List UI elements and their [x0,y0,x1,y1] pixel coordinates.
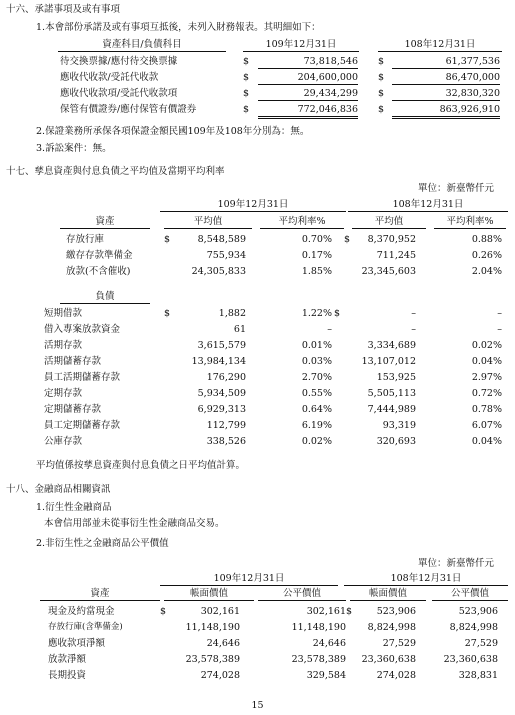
fair-value-2019: 523,906 [458,606,498,617]
book-value-2020: 274,028 [200,670,240,681]
fair-value-2020: 302,161 [306,606,346,617]
average-2020: 5,934,509 [197,388,246,399]
currency-symbol: $ [378,88,385,99]
asset-label: 放款(不含催收) [66,266,131,277]
unit-label: 單位：新臺幣仟元 [418,183,495,194]
currency-symbol: $ [378,72,385,83]
section-16-title: 十六、承諾事項及或有事項 [6,4,121,15]
currency-symbol: $ [344,234,351,245]
liability-label: 短期借款 [44,308,83,319]
period-2019: 108年12月31日 [344,573,508,586]
rate-2020: 0.03% [301,356,332,367]
average-2019: 13,107,012 [361,356,416,367]
period-2020: 109年12月31日 [160,199,346,212]
fair-value-2019: 27,529 [464,638,498,649]
rate-2020: 0.70% [301,234,332,245]
average-2019: 711,245 [376,250,416,261]
currency-symbol: $ [378,56,385,67]
fair-value-row-label: 存放行庫(含準備金) [48,622,123,632]
currency-symbol: $ [243,88,250,99]
liability-label: 活期存款 [44,340,83,351]
book-value-2020: 23,578,389 [185,654,240,665]
col-fair-value: 公平價值 [432,588,508,601]
liability-label: 員工定期儲蓄存款 [44,420,121,431]
currency-symbol: $ [346,606,353,617]
fair-value-2020: 11,148,190 [291,622,346,633]
rate-2020: 0.02% [301,436,332,447]
rate-2020: 0.55% [301,388,332,399]
currency-symbol: $ [160,606,167,617]
col-rate: 平均利率% [434,216,506,229]
book-value-2019: 27,529 [382,638,416,649]
average-2020: 1,882 [218,308,246,319]
fair-value-row-label: 現金及約當現金 [48,606,115,617]
average-2019: 320,693 [376,436,416,447]
book-value-2019: 23,360,638 [361,654,416,665]
col-fair-value: 公平價值 [258,588,346,601]
rate-2020: 0.01% [301,340,332,351]
rate-2019: 0.04% [471,436,502,447]
liability-label: 定期儲蓄存款 [44,404,102,415]
section-16-item-1: 1.本會部份承諾及或有事項互抵後，未列入財務報表。其明細如下： [36,22,321,33]
fair-value-row-label: 應收款項淨額 [48,638,106,649]
average-2019: – [411,308,416,319]
commitment-col-2019: 108年12月31日 [378,39,502,52]
liabilities-header: 負債 [60,291,150,304]
currency-symbol: $ [243,56,250,67]
commitment-value-2019: 32,830,320 [392,88,500,101]
currency-symbol: $ [164,308,171,319]
currency-symbol: $ [378,104,385,115]
commitment-row-label: 應收代收款/受託代收款 [60,72,159,83]
average-2019: 93,319 [382,420,416,431]
col-book-value: 帳面價值 [164,588,254,601]
commitment-col-label: 資產科目/負債科目 [58,39,226,52]
section-16-item-2: 2.保證業務所承保各項保證金額民國109年及108年分別為：無。 [36,126,310,137]
col-book-value: 帳面價值 [350,588,426,601]
section-18-item-2: 2.非衍生性之金融商品公平價值 [36,538,169,549]
average-2020: 112,799 [206,420,246,431]
liability-label: 公庫存款 [44,436,83,447]
liability-label: 活期儲蓄存款 [44,356,102,367]
rate-2020: 2.70% [301,372,332,383]
commitment-row-label: 應收代收款項/受託代收款項 [60,88,178,99]
commitment-row-label: 待交換票據/應付待交換票據 [60,56,178,67]
average-2019: 7,444,989 [367,404,416,415]
rate-2019: 2.04% [471,266,502,277]
book-value-2020: 302,161 [200,606,240,617]
commitment-value-2019: 863,926,910 [392,104,500,119]
section-16-item-3: 3.訴訟案件：無。 [36,143,112,154]
commitment-value-2020: 73,818,546 [258,56,358,69]
asset-label: 存放行庫 [66,234,105,245]
col-average: 平均值 [352,216,426,229]
rate-2019: 0.26% [471,250,502,261]
average-2019: 3,334,689 [367,340,416,351]
currency-symbol: $ [164,234,171,245]
commitment-value-2019: 86,470,000 [392,72,500,85]
period-2019: 108年12月31日 [348,199,508,212]
average-2020: 13,984,134 [191,356,246,367]
average-2019: 8,370,952 [367,234,416,245]
average-2020: 8,548,589 [197,234,246,245]
average-2020: 6,929,313 [197,404,246,415]
average-2020: 3,615,579 [197,340,246,351]
rate-2019: 0.72% [471,388,502,399]
fair-value-2020: 23,578,389 [291,654,346,665]
rate-2020: 6.19% [301,420,332,431]
average-2020: 61 [233,324,246,335]
commitment-col-2020: 109年12月31日 [243,39,359,52]
assets-header: 資產 [60,216,150,229]
liability-label: 員工活期儲蓄存款 [44,372,121,383]
commitment-row-label: 保管有價證券/應付保管有價證券 [60,104,197,115]
average-2019: 23,345,603 [361,266,416,277]
rate-2019: 6.07% [471,420,502,431]
section-18-title: 十八、金融商品相關資訊 [6,484,111,495]
rate-2019: 0.88% [471,234,502,245]
rate-2019: – [497,324,502,335]
average-2020: 338,526 [206,436,246,447]
book-value-2020: 24,646 [206,638,240,649]
asset-label: 繳存存款準備金 [66,250,133,261]
average-2019: – [411,324,416,335]
liability-label: 借入專案放款資金 [44,324,121,335]
average-2020: 24,305,833 [191,266,246,277]
book-value-2019: 274,028 [376,670,416,681]
average-2020: 176,290 [206,372,246,383]
commitment-value-2020: 29,434,299 [258,88,358,101]
fair-value-2020: 24,646 [312,638,346,649]
fair-value-2020: 329,584 [306,670,346,681]
unit-label: 單位：新臺幣仟元 [418,558,495,569]
currency-symbol: $ [243,72,250,83]
col-average: 平均值 [164,216,252,229]
fair-value-2019: 8,824,998 [449,622,498,633]
fair-value-row-label: 長期投資 [48,670,87,681]
rate-2019: 0.78% [471,404,502,415]
average-2020: 755,934 [206,250,246,261]
rate-2019: 0.04% [471,356,502,367]
rate-2020: 0.17% [301,250,332,261]
liability-label: 定期存款 [44,388,83,399]
section-18-item-1-text: 本會信用部並未從事衍生性金融商品交易。 [44,518,225,529]
book-value-2019: 523,906 [376,606,416,617]
fair-value-2019: 23,360,638 [443,654,498,665]
book-value-2019: 8,824,998 [367,622,416,633]
commitment-value-2020: 772,046,836 [258,104,358,119]
section-17-title: 十七、孳息資產與付息負債之平均值及當期平均利率 [6,166,225,177]
average-2019: 5,505,113 [367,388,416,399]
section-18-item-1: 1.衍生性金融商品 [36,502,112,513]
section-17-note: 平均值係按孳息資產與付息負債之日平均值計算。 [36,460,246,471]
fair-value-row-label: 放款淨額 [48,654,87,665]
currency-symbol: $ [334,308,341,319]
rate-2020: 1.22% [301,308,332,319]
assets-header: 資產 [40,588,160,601]
commitment-value-2019: 61,377,536 [392,56,500,69]
currency-symbol: $ [243,104,250,115]
fair-value-2019: 328,831 [458,670,498,681]
rate-2020: 1.85% [301,266,332,277]
average-2019: 153,925 [376,372,416,383]
rate-2019: 0.02% [471,340,502,351]
col-rate: 平均利率% [260,216,344,229]
page-number: 15 [251,700,264,711]
rate-2020: – [327,324,332,335]
rate-2020: 0.64% [301,404,332,415]
commitment-value-2020: 204,600,000 [258,72,358,85]
period-2020: 109年12月31日 [160,573,338,586]
rate-2019: 2.97% [471,372,502,383]
book-value-2020: 11,148,190 [185,622,240,633]
rate-2019: – [497,308,502,319]
